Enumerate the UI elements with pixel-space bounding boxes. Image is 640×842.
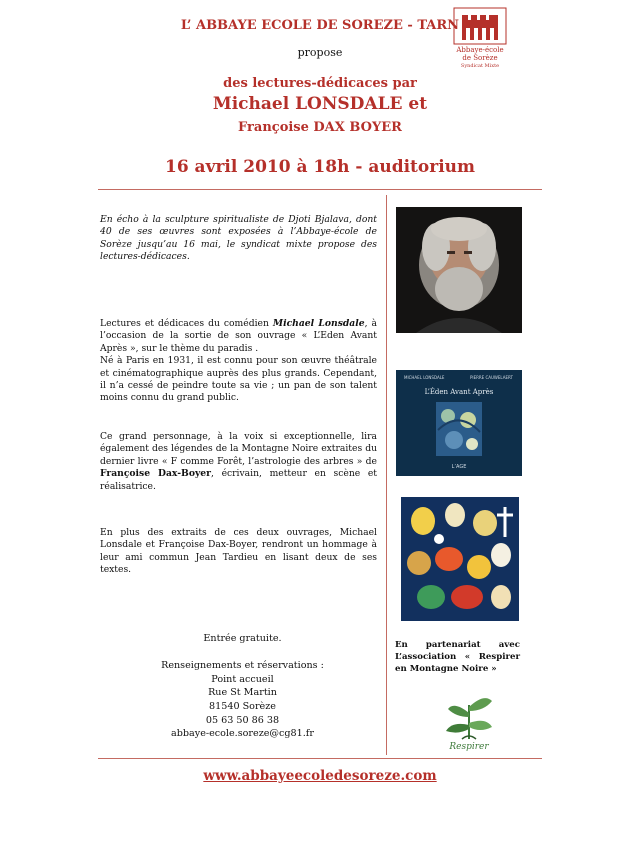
partner-text: En partenariat avec L’association « Respirer en Montagne Noire »	[395, 640, 520, 674]
column-divider	[386, 195, 387, 755]
book-author-left: MICHAEL LONSDALE	[404, 375, 445, 380]
top-divider	[98, 189, 542, 190]
event-date: 16 avril 2010 à 18h - auditorium	[164, 157, 475, 177]
plant-icon	[436, 683, 502, 753]
paragraph-lonsdale-name: Michael Lonsdale	[272, 318, 365, 329]
contact-email[interactable]: abbaye-ecole.soreze@cg81.fr	[171, 728, 314, 740]
speaker-1-heading: Michael LONSDALE et	[212, 94, 428, 114]
logo-line-1: Abbaye-école	[456, 46, 504, 54]
logo-line-2: de Sorèze	[462, 54, 498, 62]
organization-title: L’ ABBAYE ECOLE DE SOREZE - TARN	[180, 18, 460, 33]
propose-text: propose	[297, 46, 343, 59]
paragraph-dax-boyer-name: Françoise Dax-Boyer	[100, 468, 211, 480]
contact-street: Rue St Martin	[208, 687, 277, 699]
contact-place: Point accueil	[211, 673, 274, 685]
paragraph-dax-boyer-text-b: , écrivain, metteur en scène et réalisatrice.	[100, 468, 378, 492]
abbey-building-icon	[452, 6, 508, 46]
paragraph-dax-boyer-text-a: Ce grand personnage, à la voix si exceptionnelle, lira également des légendes de la Montagne Noire extraites du dernier livre « F comme Forêt, l’astrologie des arbres » de	[100, 431, 377, 467]
contact-city: 81540 Sorèze	[209, 700, 276, 712]
book-author-right: PIERRE CAUWELAERT	[470, 375, 513, 380]
bottom-divider	[98, 758, 542, 759]
paragraph-lonsdale	[100, 318, 377, 405]
entry-text: Entrée gratuite.	[203, 633, 282, 644]
paragraph-lonsdale-text-b: , à l’occasion de la sortie de son ouvrage « L’Eden Avant Après », sur le thème du paradis .	[100, 318, 377, 354]
paragraph-dax-boyer	[100, 431, 377, 493]
paragraph-lonsdale-text-c: Né à Paris en 1931, il est connu pour son œuvre théâtrale et cinématographique auprès des plus grands. Cependant, il n’a cessé de peindre toute sa vie ; un pan de son talent moins connu du grand public.	[100, 355, 377, 404]
portrait-photo	[396, 207, 522, 333]
book-cover	[396, 370, 522, 476]
book-title: L’Éden Avant Après	[424, 388, 494, 396]
paragraph-lonsdale-text-a: Lectures et dédicaces du comédien	[100, 318, 273, 329]
abbaye-logo	[452, 6, 508, 68]
contact-phone: 05 63 50 86 38	[205, 714, 280, 726]
book-publisher: L’AGE	[451, 464, 467, 470]
info-block	[100, 632, 385, 741]
intro-heading: des lectures-dédicaces par	[223, 76, 417, 91]
website-link[interactable]: www.abbayeecoledesoreze.com	[203, 768, 437, 784]
partner-logo-text: Respirer	[449, 742, 489, 752]
paragraph-intro: En écho à la sculpture spiritualiste de Djoti Bjalava, dont 40 de ses œuvres sont exposées à l’Abbaye-école de Sorèze jusqu’au 16 mai, le syndicat mixte propose des lectures-dédicaces.	[100, 214, 377, 263]
painting-image	[401, 497, 519, 621]
logo-line-3: Syndicat Mixte	[460, 63, 500, 69]
paragraph-hommage: En plus des extraits de ces deux ouvrages, Michael Lonsdale et Françoise Dax-Boyer, rendront un hommage à leur ami commun Jean Tardieu en lisant deux de ses textes.	[100, 527, 377, 576]
contact-heading: Renseignements et réservations :	[161, 660, 324, 672]
speaker-2-heading: Françoise DAX BOYER	[238, 120, 402, 135]
respirer-logo	[436, 683, 502, 753]
